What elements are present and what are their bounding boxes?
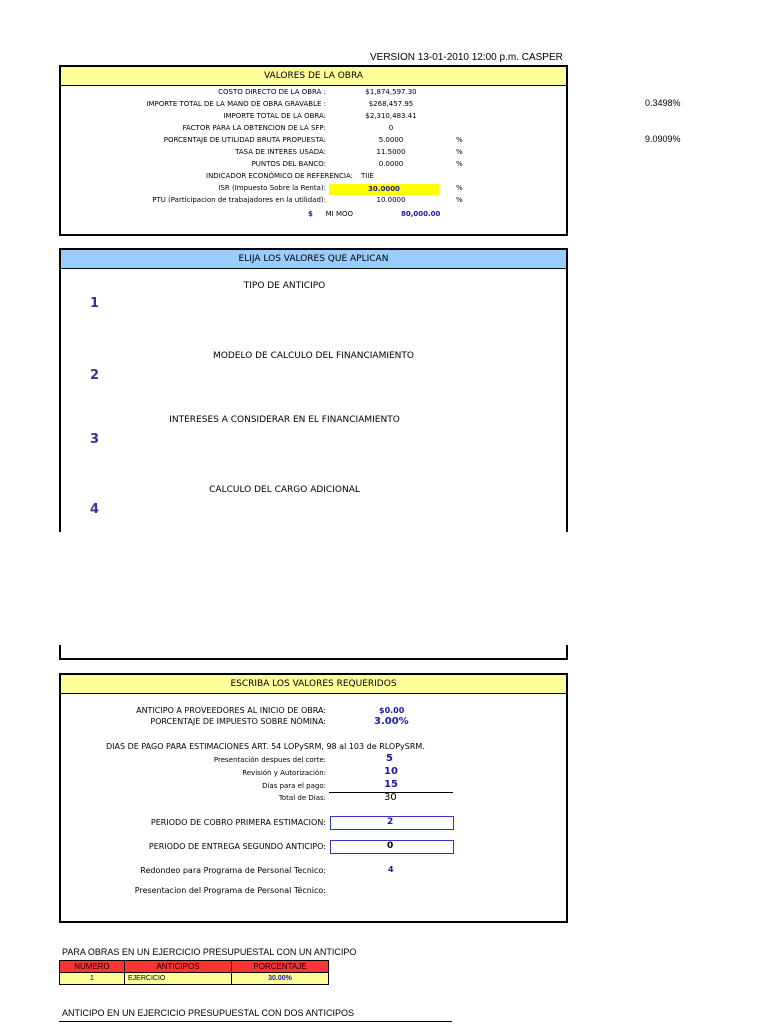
table-header-row xyxy=(60,961,329,973)
mi-moo-label: MI MOO xyxy=(325,210,353,218)
mano-obra-value[interactable]: $268,457.95 xyxy=(368,100,414,108)
impuesto-nomina-label: PORCENTAJE DE IMPUESTO SOBRE NÓMINA: xyxy=(150,717,326,726)
periodo-entrega-label: PERIODO DE ENTREGA SEGUNDO ANTICIPO: xyxy=(148,842,326,851)
puntos-banco-unit: % xyxy=(456,160,463,168)
anticipo-dos-title: ANTICIPO EN UN EJERCICIO PRESUPUESTAL CON DOS ANTICIPOS xyxy=(62,1008,355,1018)
anticipos-table xyxy=(59,960,329,985)
cargo-adicional-number[interactable]: 4 xyxy=(90,502,100,517)
importe-total-value[interactable]: $2,310,483.41 xyxy=(365,112,417,120)
tasa-interes-value[interactable]: 11.5000 xyxy=(376,148,406,156)
dias-pago-label: Dias para el pago: xyxy=(262,782,326,790)
mi-moo-value[interactable]: 80,000.00 xyxy=(401,210,441,218)
isr-label: ISR (Impuesto Sobre la Renta): xyxy=(218,184,326,192)
factor-sfp-value[interactable]: 0 xyxy=(388,124,394,132)
tipo-anticipo-title: TIPO DE ANTICIPO xyxy=(243,281,326,291)
elija-panel-bottom xyxy=(59,645,568,660)
escriba-title: ESCRIBA LOS VALORES REQUERIDOS xyxy=(61,675,566,694)
tasa-interes-unit: % xyxy=(456,148,463,156)
ptu-unit: % xyxy=(456,196,463,204)
header-porcentaje: PORCENTAJE xyxy=(232,961,329,973)
indicador-value[interactable]: TIIE xyxy=(361,172,374,180)
indicador-label: INDICADOR ECONÓMICO DE REFERENCIA: xyxy=(206,172,353,180)
utilidad-unit: % xyxy=(456,136,463,144)
puntos-banco-label: PUNTOS DEL BANCO: xyxy=(251,160,326,168)
costo-directo-label: COSTO DIRECTO DE LA OBRA : xyxy=(218,88,326,96)
anticipo-proveedores-value[interactable]: $0.00 xyxy=(379,706,405,715)
dias-pago-value[interactable]: 15 xyxy=(384,779,398,790)
intereses-title: INTERESES A CONSIDERAR EN EL FINANCIAMIENTO xyxy=(169,415,400,425)
modelo-calculo-title: MODELO DE CALCULO DEL FINANCIAMIENTO xyxy=(212,351,414,361)
version-label: VERSION 13-01-2010 12:00 p.m. CASPER xyxy=(370,52,563,63)
redondeo-label: Redondeo para Programa de Personal Tecnico: xyxy=(140,866,326,875)
revision-value[interactable]: 10 xyxy=(384,766,398,777)
mi-moo-currency: $ xyxy=(308,210,313,218)
tasa-interes-label: TASA DE INTERES USADA: xyxy=(235,148,326,156)
mano-obra-label: IMPORTE TOTAL DE LA MANO DE OBRA GRAVABLE : xyxy=(146,100,326,108)
side-percentage-2: 9.0909% xyxy=(645,134,681,144)
importe-total-label: IMPORTE TOTAL DE LA OBRA: xyxy=(223,112,326,120)
intereses-number[interactable]: 3 xyxy=(90,432,100,447)
cell-numero: 1 xyxy=(60,973,125,985)
escriba-panel xyxy=(59,673,568,923)
header-anticipos: ANTICIPOS xyxy=(125,961,232,973)
elija-panel xyxy=(59,248,568,532)
obras-title: PARA OBRAS EN UN EJERCICIO PRESUPUESTAL CON UN ANTICIPO xyxy=(62,947,357,957)
ptu-label: PTU (Participacion de trabajadores en la utilidad): xyxy=(152,196,326,204)
presentacion-programa-label: Presentacion del Programa de Personal Técnico: xyxy=(134,886,326,895)
periodo-cobro-field[interactable] xyxy=(330,816,454,830)
isr-unit: % xyxy=(456,184,463,192)
utilidad-label: PORCENTAJE DE UTILIDAD BRUTA PROPUESTA: xyxy=(163,136,326,144)
puntos-banco-value[interactable]: 0.0000 xyxy=(378,160,404,168)
cell-anticipos: EJERCICIO xyxy=(125,973,232,985)
periodo-entrega-field[interactable] xyxy=(330,840,454,854)
factor-sfp-label: FACTOR PARA LA OBTENCION DE LA SFP: xyxy=(182,124,326,132)
side-percentage-1: 0.3498% xyxy=(645,98,681,108)
ptu-value[interactable]: 10.0000 xyxy=(376,196,406,204)
table-row xyxy=(60,973,329,985)
revision-label: Revisión y Autorización: xyxy=(242,769,326,777)
periodo-entrega-value: 0 xyxy=(387,841,394,851)
costo-directo-value[interactable]: $1,874,597.30 xyxy=(365,88,417,96)
total-dias-label: Total de Dias: xyxy=(278,794,326,802)
impuesto-nomina-value[interactable]: 3.00% xyxy=(374,716,409,727)
modelo-calculo-number[interactable]: 2 xyxy=(90,368,100,383)
valores-title: VALORES DE LA OBRA xyxy=(61,67,566,86)
header-numero: NUMERO xyxy=(60,961,125,973)
total-dias-value: 30 xyxy=(384,792,397,803)
periodo-cobro-label: PERIODO DE COBRO PRIMERA ESTIMACION: xyxy=(150,818,326,827)
periodo-cobro-value: 2 xyxy=(387,817,394,827)
tipo-anticipo-number[interactable]: 1 xyxy=(90,296,100,311)
redondeo-value[interactable]: 4 xyxy=(388,865,394,874)
dias-pago-title: DIAS DE PAGO PARA ESTIMACIONES ART. 54 LOPySRM, 98 al 103 de RLOPySRM. xyxy=(106,742,425,751)
utilidad-value[interactable]: 5.0000 xyxy=(378,136,404,144)
presentacion-corte-value[interactable]: 5 xyxy=(386,753,393,764)
anticipo-proveedores-label: ANTICIPO A PROVEEDORES AL INICIO DE OBRA: xyxy=(136,706,326,715)
valores-panel xyxy=(59,65,568,236)
elija-title: ELIJA LOS VALORES QUE APLICAN xyxy=(61,250,566,269)
cargo-adicional-title: CALCULO DEL CARGO ADICIONAL xyxy=(209,485,360,495)
presentacion-corte-label: Presentación despues del corte: xyxy=(213,756,326,764)
anticipo-dos-divider xyxy=(59,1021,452,1022)
cell-porcentaje[interactable]: 30.00% xyxy=(232,973,329,985)
isr-value[interactable]: 30.0000 xyxy=(329,184,439,195)
